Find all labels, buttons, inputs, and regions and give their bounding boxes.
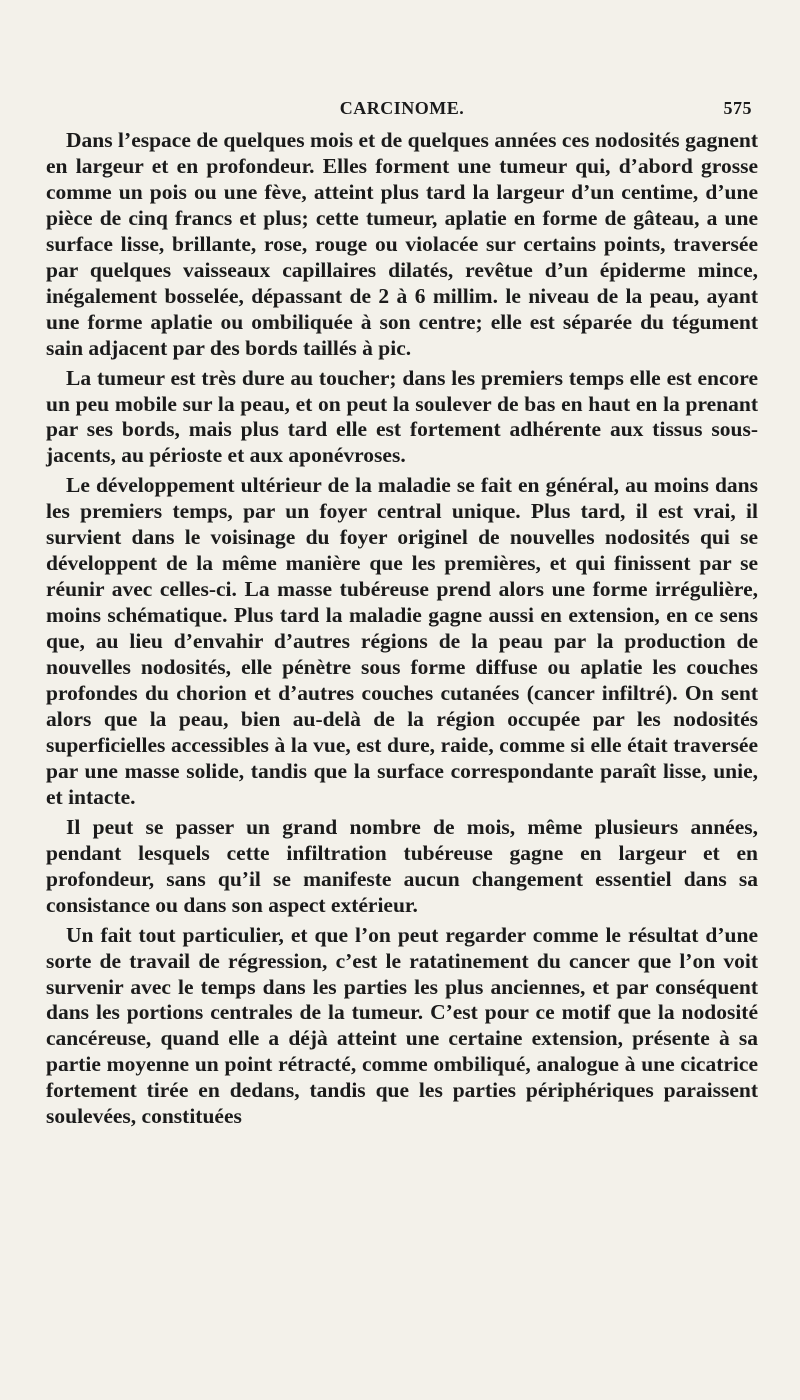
running-title: CARCINOME. bbox=[339, 98, 465, 118]
paragraph: La tumeur est très dure au toucher; dans les premiers temps elle est encore un peu mobile sur la peau, et on peut la soulever de bas en haut en la prenant par ses bords, mais plus tard elle est fortement adhérente aux tissus sous-jacents, au périoste et aux aponévroses. bbox=[46, 365, 758, 468]
book-page bbox=[46, 98, 758, 1130]
paragraph: Il peut se passer un grand nombre de mois, même plusieurs années, pendant lesquels cette infiltration tubéreuse gagne en largeur et en profondeur, sans qu’il se manifeste aucun changement essentiel dans sa consistance ou dans son aspect extérieur. bbox=[46, 814, 758, 917]
page-header bbox=[46, 98, 758, 128]
paragraph: Dans l’espace de quelques mois et de quelques années ces nodosités gagnent en largeur et en profondeur. Elles forment une tumeur qui, d’abord grosse comme un pois ou une fève, atteint plus tard la largeur d’un centime, d’une pièce de cinq francs et plus; cette tumeur, aplatie en forme de gâteau, a une surface lisse, brillante, rose, rouge ou violacée sur certains points, traversée par quelques vaisseaux capillaires dilatés, revêtue d’un épiderme mince, inégalement bosselée, dépassant de 2 à 6 millim. le niveau de la peau, ayant une forme aplatie ou ombiliquée à son centre; elle est séparée du tégument sain adjacent par des bords taillés à pic. bbox=[46, 128, 758, 360]
page-number: 575 bbox=[723, 98, 752, 118]
paragraph: Le développement ultérieur de la maladie se fait en général, au moins dans les premiers temps, par un foyer central unique. Plus tard, il est vrai, il survient dans le voisinage du foyer originel de nouvelles nodosités qui se développent de la même manière que les premières, et qui finissent par se réunir avec celles-ci. La masse tubéreuse prend alors une forme irrégulière, moins schématique. Plus tard la maladie gagne aussi en extension, en ce sens que, au lieu d’envahir d’autres régions de la peau par la production de nouvelles nodosités, elle pénètre sous forme diffuse ou aplatie les couches profondes du chorion et d’autres couches cutanées (cancer infiltré). On sent alors que la peau, bien au-delà de la région occupée par les nodosités superficielles accessibles à la vue, est dure, raide, comme si elle était traversée par une masse solide, tandis que la surface correspondante paraît lisse, unie, et intacte. bbox=[46, 473, 758, 809]
paragraph: Un fait tout particulier, et que l’on peut regarder comme le résultat d’une sorte de travail de régression, c’est le ratatinement du cancer que l’on voit survenir avec le temps dans les parties les plus anciennes, et par conséquent dans les portions centrales de la tumeur. C’est pour ce motif que la nodosité cancéreuse, quand elle a déjà atteint une certaine extension, présente à sa partie moyenne un point rétracté, comme ombiliqué, analogue à une cicatrice fortement tirée en dedans, tandis que les parties périphériques paraissent soulevées, constituées bbox=[46, 922, 758, 1129]
body-text bbox=[46, 128, 758, 1130]
